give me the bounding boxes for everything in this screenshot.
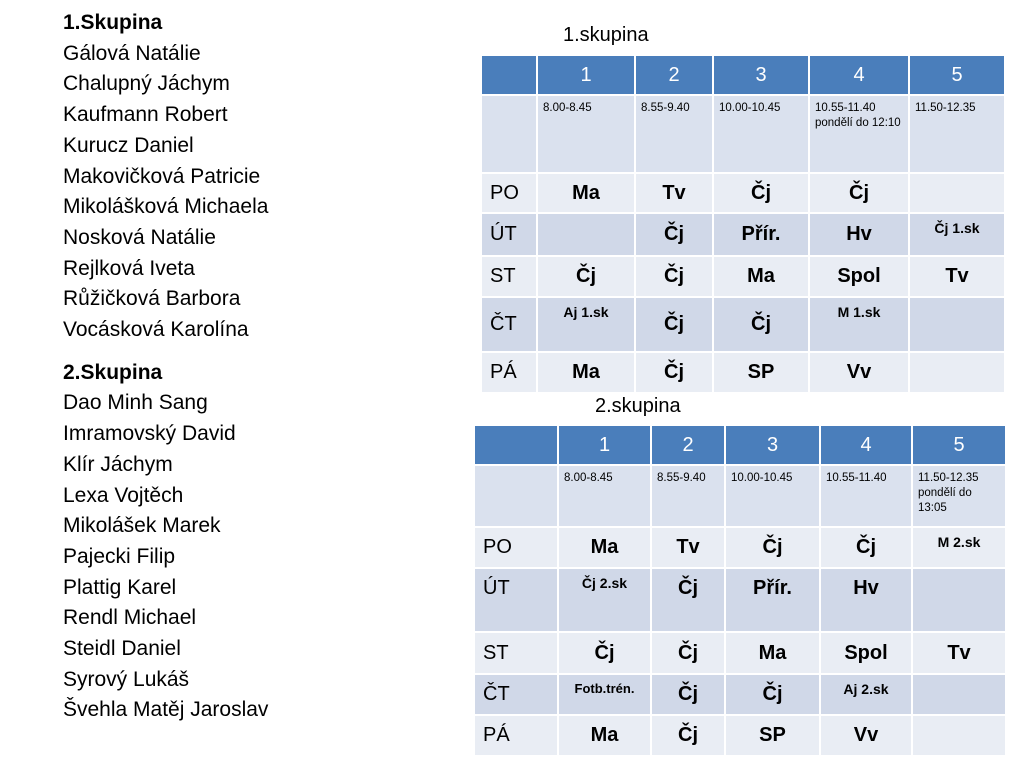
lesson-cell: Čj [809,173,909,213]
period-number: 4 [809,55,909,95]
period-time: 11.50-12.35 pondělí do 13:05 [912,465,1006,527]
lesson-cell: Ma [537,352,635,393]
lesson-cell: Spol [820,632,912,674]
period-header-row [481,55,1005,95]
member-name: Kurucz Daniel [63,133,194,157]
lesson-cell: Čj 1.sk [909,213,1005,256]
member-name: Rejlková Iveta [63,256,195,280]
lesson-cell: Fotb.trén. [558,674,651,715]
day-row [481,173,1005,213]
period-time: 8.00-8.45 [558,465,651,527]
lesson-cell: SP [713,352,809,393]
period-header-row [474,425,1006,465]
lesson-cell: Ma [558,715,651,756]
day-row [474,715,1006,756]
group-title: 2.Skupina [63,360,163,384]
lesson-cell: Čj [651,568,725,632]
lesson-cell [537,213,635,256]
lesson-cell [912,674,1006,715]
period-times-row [474,465,1006,527]
day-label: PO [474,527,558,568]
member-name: Vocásková Karolína [63,318,249,342]
lesson-cell: Přír. [713,213,809,256]
period-number: 5 [912,425,1006,465]
lesson-cell: Aj 1.sk [537,297,635,352]
day-row [474,632,1006,674]
period-number: 4 [820,425,912,465]
lesson-cell: Čj [651,632,725,674]
lesson-cell: Přír. [725,568,820,632]
lesson-cell: Čj [537,256,635,297]
day-row [481,297,1005,352]
empty-cell [481,95,537,173]
lesson-cell: Čj [725,527,820,568]
lesson-cell: Čj [651,715,725,756]
member-name: Makovičková Patricie [63,164,261,188]
member-name: Dao Minh Sang [63,391,208,415]
lesson-cell: Čj [635,213,713,256]
period-time: 8.55-9.40 [651,465,725,527]
lesson-cell: Aj 2.sk [820,674,912,715]
member-name: Mikolášek Marek [63,514,221,538]
corner-cell [481,55,537,95]
lesson-cell: Ma [725,632,820,674]
lesson-cell: Čj 2.sk [558,568,651,632]
member-name: Rendl Michael [63,606,197,630]
period-time: 10.00-10.45 [725,465,820,527]
day-label: ČT [481,297,537,352]
lesson-cell: M 2.sk [912,527,1006,568]
member-name: Nosková Natálie [63,225,216,249]
lesson-cell: Čj [635,297,713,352]
day-row [481,352,1005,393]
member-name: Růžičková Barbora [63,287,241,311]
member-name: Chalupný Jáchym [63,72,230,96]
period-number: 2 [651,425,725,465]
timetable-caption: 1.skupina [563,24,649,46]
lesson-cell: Čj [635,256,713,297]
lesson-cell [909,173,1005,213]
lesson-cell: Čj [635,352,713,393]
day-row [474,568,1006,632]
lesson-cell: Čj [725,674,820,715]
timetable-caption: 2.skupina [595,395,681,417]
period-number: 1 [537,55,635,95]
period-number: 2 [635,55,713,95]
lesson-cell: Vv [820,715,912,756]
period-time: 10.00-10.45 [713,95,809,173]
lesson-cell: Čj [713,297,809,352]
period-time: 10.55-11.40 pondělí do 12:10 [809,95,909,173]
lesson-cell: Čj [820,527,912,568]
empty-cell [474,465,558,527]
member-name: Gálová Natálie [63,41,201,65]
period-number: 3 [713,55,809,95]
group-title: 1.Skupina [63,11,163,34]
period-times-row [481,95,1005,173]
day-label: PO [481,173,537,213]
lesson-cell [912,568,1006,632]
lesson-cell: SP [725,715,820,756]
lesson-cell: M 1.sk [809,297,909,352]
group-lists [63,8,363,726]
member-name: Kaufmann Robert [63,103,228,127]
member-name: Pajecki Filip [63,544,176,568]
period-time: 8.55-9.40 [635,95,713,173]
lesson-cell: Tv [912,632,1006,674]
lesson-cell [909,297,1005,352]
lesson-cell: Tv [909,256,1005,297]
day-label: PÁ [481,352,537,393]
lesson-cell: Ma [537,173,635,213]
member-name: Klír Jáchym [63,452,173,476]
period-number: 1 [558,425,651,465]
lesson-cell: Čj [651,674,725,715]
member-name: Lexa Vojtěch [63,483,184,507]
member-name: Švehla Matěj Jaroslav [63,698,269,722]
member-name: Plattig Karel [63,575,177,599]
period-number: 3 [725,425,820,465]
day-row [474,527,1006,568]
lesson-cell: Ma [558,527,651,568]
day-label: PÁ [474,715,558,756]
day-row [481,213,1005,256]
lesson-cell: Tv [635,173,713,213]
period-time: 8.00-8.45 [537,95,635,173]
day-label: ST [481,256,537,297]
lesson-cell: Spol [809,256,909,297]
period-time: 10.55-11.40 [820,465,912,527]
lesson-cell: Čj [713,173,809,213]
timetable-group-2 [473,424,1007,757]
lesson-cell: Vv [809,352,909,393]
lesson-cell: Čj [558,632,651,674]
day-row [481,256,1005,297]
member-name: Steidl Daniel [63,637,181,661]
day-label: ÚT [481,213,537,256]
group-1 [63,8,363,346]
corner-cell [474,425,558,465]
member-name: Mikolášková Michaela [63,195,269,219]
day-label: ÚT [474,568,558,632]
lesson-cell: Hv [820,568,912,632]
lesson-cell [912,715,1006,756]
lesson-cell: Ma [713,256,809,297]
timetable-group-1 [480,54,1006,394]
group-2 [63,358,363,726]
period-number: 5 [909,55,1005,95]
member-name: Imramovský David [63,422,236,446]
day-label: ST [474,632,558,674]
lesson-cell [909,352,1005,393]
day-row [474,674,1006,715]
lesson-cell: Tv [651,527,725,568]
member-name: Syrový Lukáš [63,667,190,691]
day-label: ČT [474,674,558,715]
period-time: 11.50-12.35 [909,95,1005,173]
lesson-cell: Hv [809,213,909,256]
